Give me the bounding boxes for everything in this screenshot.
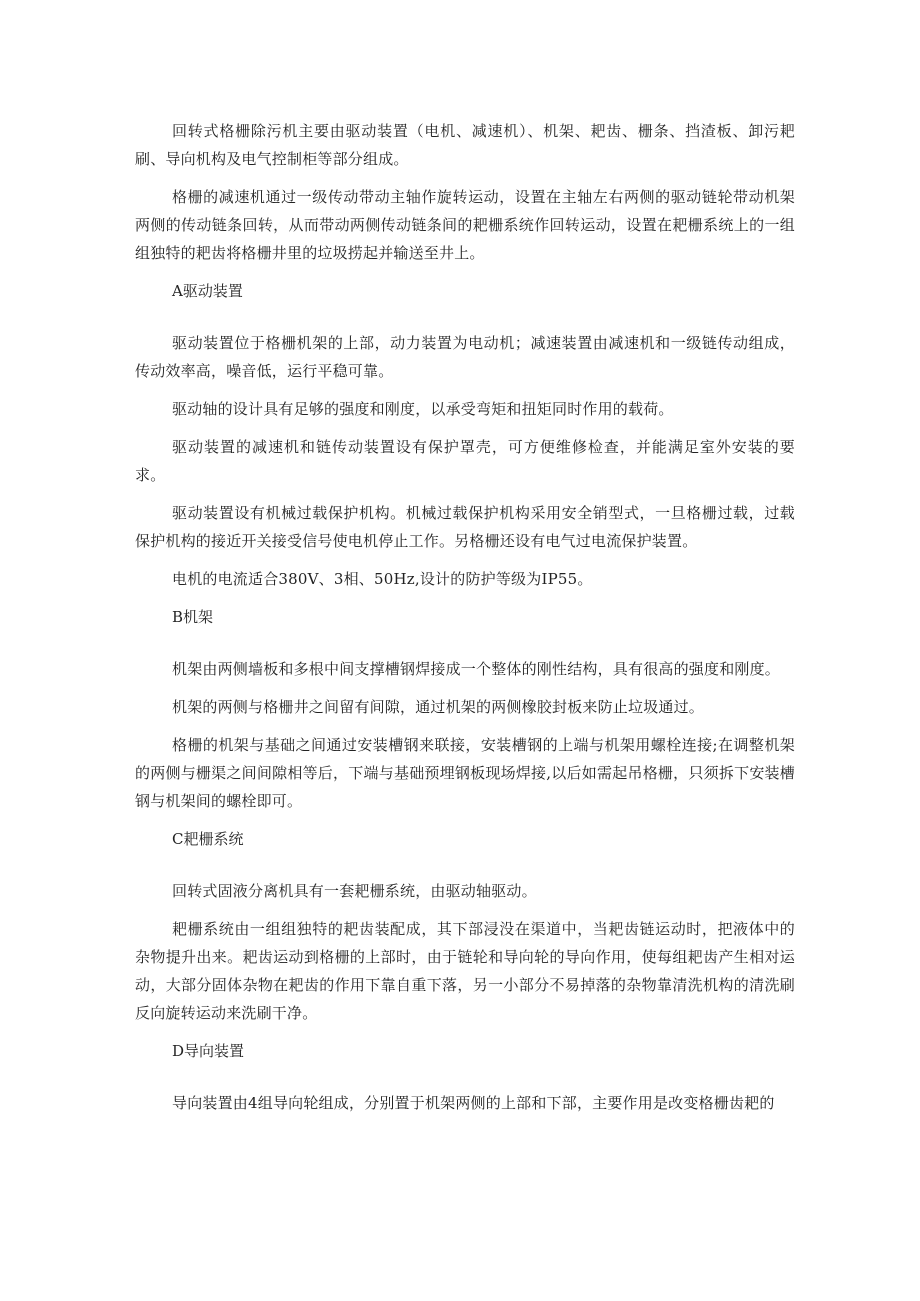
paragraph-overview: 回转式格栅除污机主要由驱动装置（电机、减速机）、机架、耙齿、栅条、挡渣板、卸污耙刷、导向机构及电气控制柜等部分组成。 [135,122,795,168]
paragraph-drive-cover: 驱动装置的减速机和链传动装置设有保护罩壳，可方便维修检查，并能满足室外安装的要求。 [135,438,795,484]
document-body [135,117,795,1127]
section-heading-drive: A驱动装置 [172,282,243,300]
paragraph-frame-gap: 机架的两侧与格栅井之间留有间隙，通过机架的两侧橡胶封板来防止垃圾通过。 [172,698,705,716]
paragraph-overload-protection: 驱动装置设有机械过载保护机构。机械过载保护机构采用安全销型式，一旦格栅过载，过载保护机构的接近开关接受信号使电机停止工作。另格栅还设有电气过电流保护装置。 [135,504,795,550]
paragraph-motor-spec: 电机的电流适合380V、3相、50Hz,设计的防护等级为IP55。 [172,570,593,588]
section-heading-guide: D导向装置 [172,1042,245,1060]
section-heading-frame: B机架 [172,608,214,626]
paragraph-frame-structure: 机架由两侧墙板和多根中间支撑槽钢焊接成一个整体的刚性结构，具有很高的强度和刚度。 [172,660,781,678]
paragraph-frame-mounting: 格栅的机架与基础之间通过安装槽钢来联接，安装槽钢的上端与机架用螺栓连接;在调整机架的两侧与栅渠之间间隙相等后，下端与基础预埋钢板现场焊接,以后如需起吊格栅，只须拆下安装槽钢与机架间的螺栓即可。 [135,736,795,810]
paragraph-working-principle: 格栅的减速机通过一级传动带动主轴作旋转运动，设置在主轴左右两侧的驱动链轮带动机架两侧的传动链条回转，从而带动两侧传动链条间的耙栅系统作回转运动，设置在耙栅系统上的一组组独特的耙齿将格栅井里的垃圾捞起并输送至井上。 [135,188,795,262]
paragraph-rake-operation: 耙栅系统由一组组独特的耙齿装配成，其下部浸没在渠道中，当耙齿链运动时，把液体中的杂物提升出来。耙齿运动到格栅的上部时，由于链轮和导向轮的导向作用，使每组耙齿产生相对运动，大部分固体杂物在耙齿的作用下靠自重下落，另一小部分不易掉落的杂物靠清洗机构的清洗刷反向旋转运动来洗刷干净。 [135,920,795,1022]
paragraph-drive-shaft: 驱动轴的设计具有足够的强度和刚度，以承受弯矩和扭矩同时作用的载荷。 [172,400,674,418]
paragraph-guide-wheels: 导向装置由4组导向轮组成，分别置于机架两侧的上部和下部，主要作用是改变格栅齿耙的 [172,1094,775,1112]
paragraph-drive-location: 驱动装置位于格栅机架的上部，动力装置为电动机；减速装置由减速机和一级链传动组成，传动效率高，噪音低，运行平稳可靠。 [135,334,795,380]
section-heading-rake-system: C耙栅系统 [172,830,244,848]
paragraph-rake-drive: 回转式固液分离机具有一套耙栅系统，由驱动轴驱动。 [172,882,537,900]
